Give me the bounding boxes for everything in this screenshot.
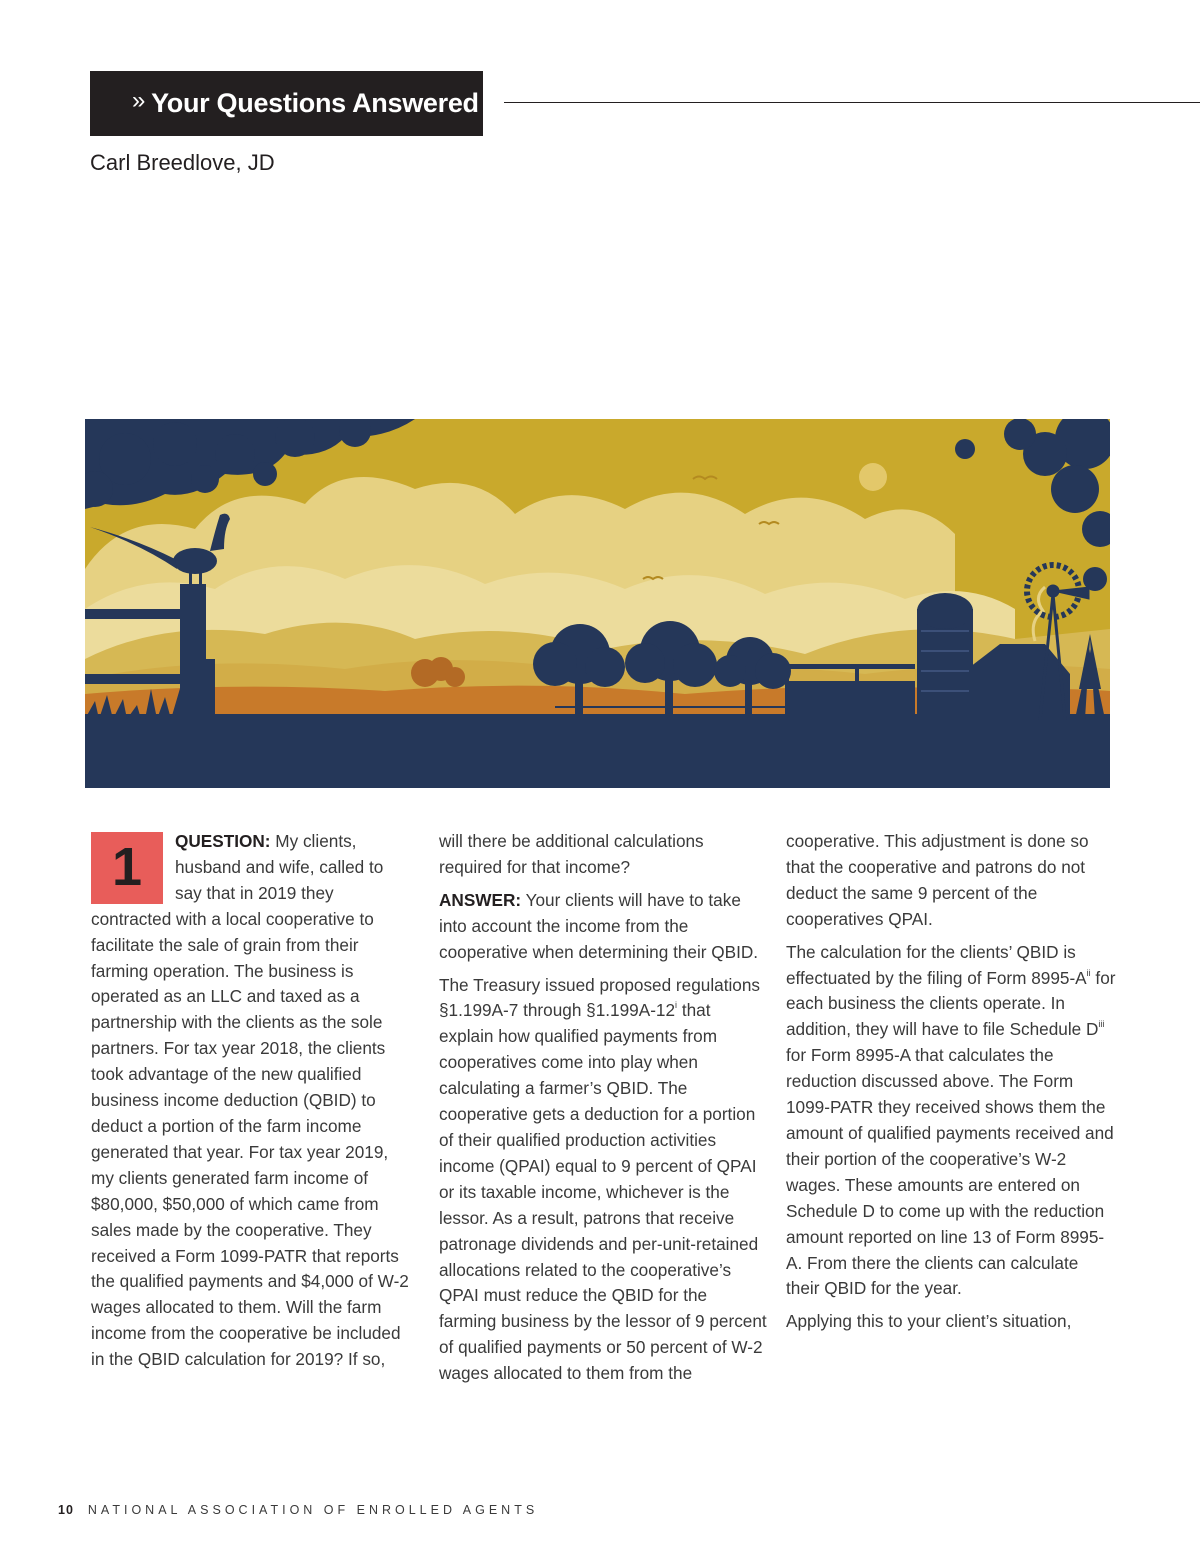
- page-footer: [58, 1503, 538, 1517]
- paragraph-3: [786, 940, 1116, 1303]
- column-3: [786, 829, 1116, 1342]
- chevron-icon: »: [132, 86, 146, 114]
- paragraph-2: [439, 973, 769, 1388]
- farm-landscape-illustration: [85, 419, 1110, 788]
- footnote-iii: iii: [1098, 1019, 1105, 1030]
- paragraph-4: Applying this to your client’s situation,: [786, 1311, 1072, 1332]
- answer-paragraph: [439, 888, 769, 966]
- paragraph-3-text-b: for each business the clients operate. In addition, they will have to file Schedule D: [786, 967, 1116, 1040]
- answer-text: Your clients will have to take into account the income from the cooperative when determining their QBID.: [439, 889, 759, 962]
- column-2: [439, 829, 769, 1394]
- paragraph-2-continued: [786, 829, 1116, 933]
- question-number-badge: 1: [91, 832, 163, 904]
- question-paragraph: [91, 829, 409, 1373]
- section-banner: [90, 71, 483, 136]
- footnote-i: i: [675, 1000, 678, 1011]
- question-label: QUESTION:: [175, 831, 271, 851]
- question-paragraph-continued: will there be additional calculations required for that income?: [439, 831, 704, 877]
- paragraph-2-text-a: The Treasury issued proposed regulations §1.199A-7 through §1.199A-12: [439, 974, 761, 1021]
- question-text: My clients, husband and wife, called to say that in 2019 they contracted with a local cooperative to facilitate the sale of grain from their farming operation. The business is operated as an LLC and taxed as a partnership with the clients as the sole partners. For tax year 2018, the clients took advantage of the new qualified business income deduction (QBID) to deduct a portion of the farm income generated that year. For tax year 2019, my clients generated farm income of $80,000, $50,000 of which came from sales made by the cooperative. They received a Form 1099-PATR that reports the qualified payments and $4,000 of W-2 wages allocated to them. Will the farm income from the cooperative be included in the QBID calculation for 2019? If so,: [91, 831, 409, 1370]
- section-title: Your Questions Answered: [151, 88, 479, 118]
- column-1: [91, 829, 409, 1380]
- header-rule: [504, 102, 1200, 103]
- paragraph-3-text-c: for Form 8995-A that calculates the reduction discussed above. The Form 1099-PATR they received shows them the amount of qualified payments received and their portion of the cooperative’s W-2 wages. These amounts are entered on Schedule D to come up with the reduction amount reported on line 13 of Form 8995-A. From there the clients can calculate their QBID for the year.: [786, 1045, 1114, 1299]
- sun: [859, 463, 887, 491]
- ground: [85, 714, 1110, 788]
- answer-label: ANSWER:: [439, 889, 522, 910]
- footnote-ii: ii: [1086, 967, 1091, 978]
- page-number: 10: [58, 1503, 74, 1517]
- author-byline: Carl Breedlove, JD: [90, 150, 275, 175]
- paragraph-2-text-b: that explain how qualified payments from cooperatives come into play when calculating a farmer’s QBID. The cooperative gets a deduction for a portion of their qualified production activities income (QPAI) equal to 9 percent of QPAI or its taxable income, whichever is the lessor. As a result, patrons that receive patronage dividends and per-unit-retained allocations related to the cooperative’s QPAI must reduce the QBID for the farming business by the lessor of 9 percent of qualified payments or 50 percent of W-2 wages allocated to them from the: [439, 1000, 767, 1384]
- paragraph-2-text-b: cooperative. This adjustment is done so that the cooperative and patrons do not deduct the same 9 percent of the cooperatives QPAI.: [786, 831, 1089, 929]
- paragraph-3-text-a: The calculation for the clients’ QBID is effectuated by the filing of Form 8995-A: [786, 941, 1087, 988]
- publication-name: NATIONAL ASSOCIATION OF ENROLLED AGENTS: [87, 1503, 539, 1517]
